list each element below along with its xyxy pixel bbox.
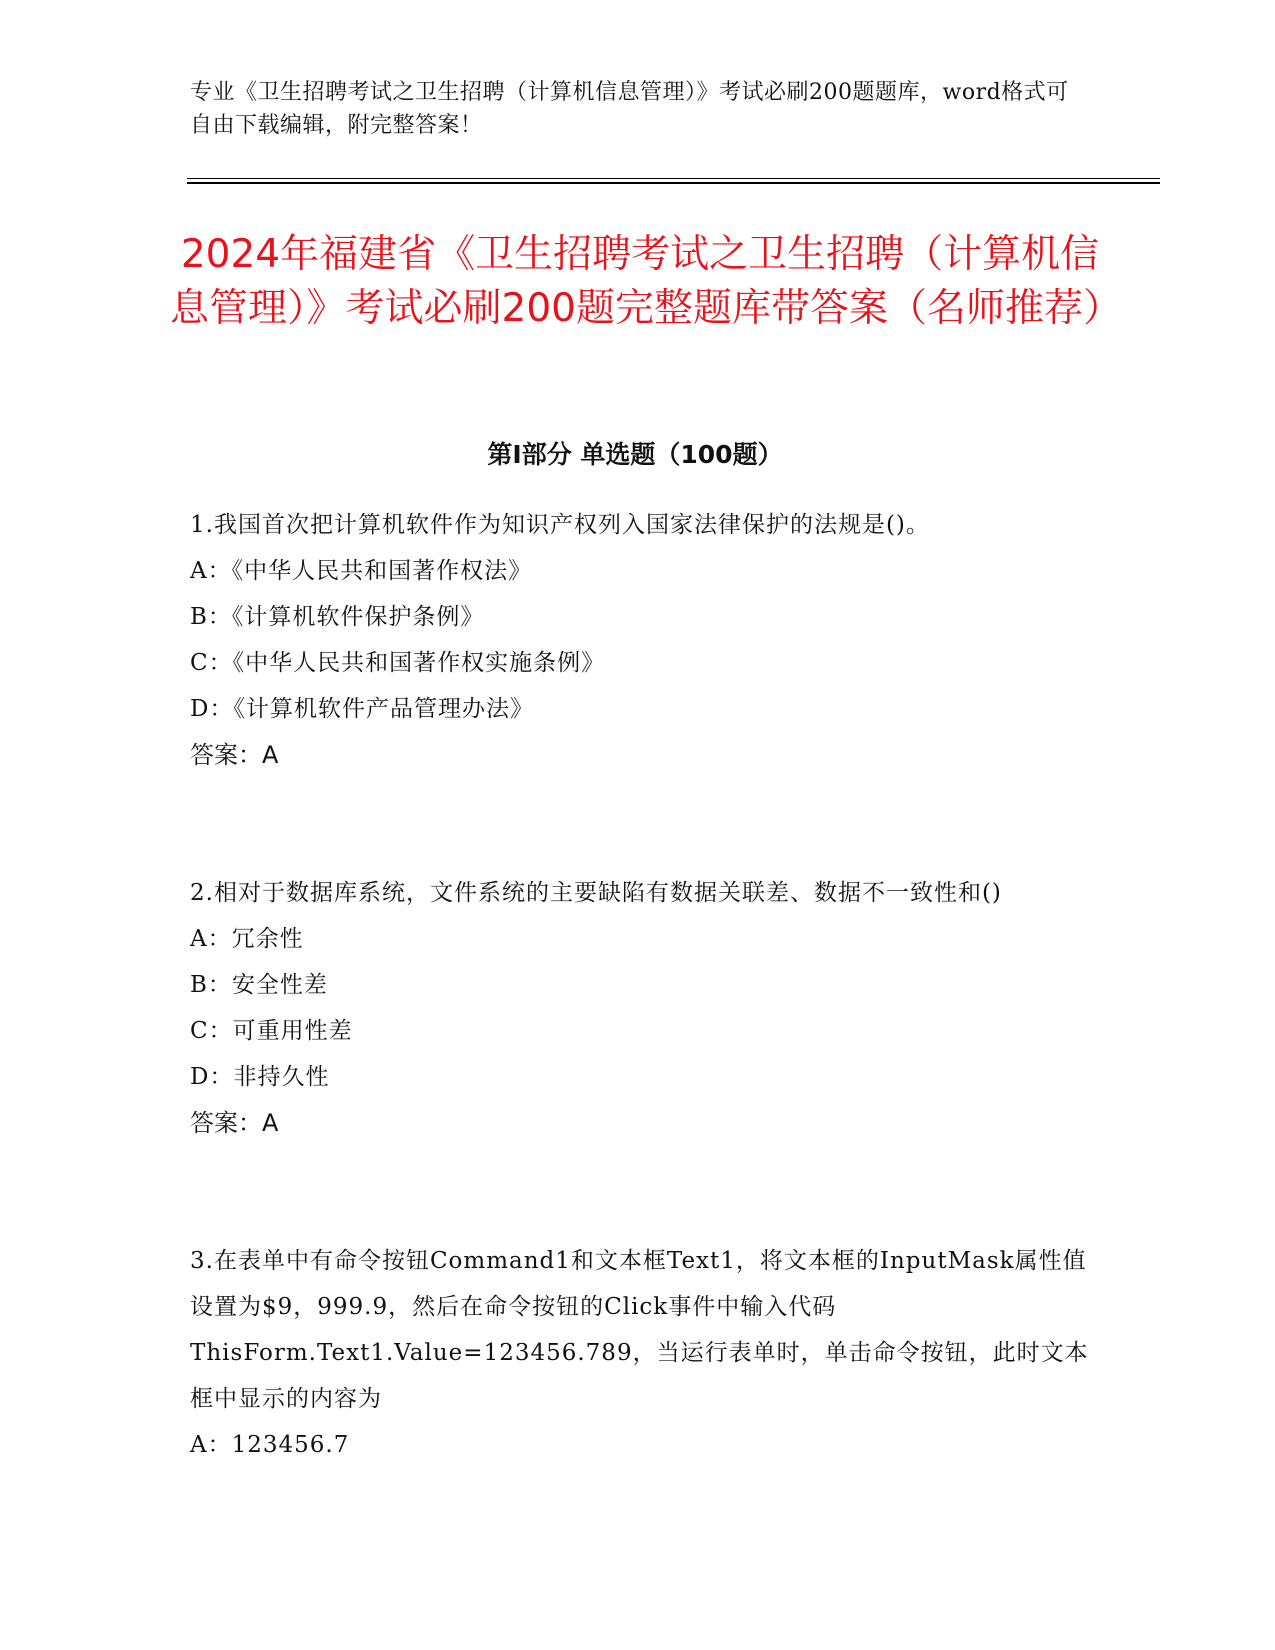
question-stem: 2.相对于数据库系统，文件系统的主要缺陷有数据关联差、数据不一致性和() [190,880,1002,906]
section-title: 第Ⅰ部分 单选题（100题） [487,440,783,469]
option-d: D：非持久性 [190,1064,330,1090]
option-a: A：《中华人民共和国著作权法》 [190,558,533,584]
answer: 答案：A [190,1109,279,1137]
option-a: A：123456.7 [190,1432,350,1458]
header-divider [187,178,1160,184]
option-d: D：《计算机软件产品管理办法》 [190,696,534,722]
option-a: A：冗余性 [190,926,304,952]
document-title: 2024年福建省《卫生招聘考试之卫生招聘（计算机信息管理）》考试必刷200题完整题库带答案（名师推荐） [170,232,1122,331]
answer: 答案：A [190,741,279,769]
question-2 [190,870,1090,1146]
option-c: C：可重用性差 [190,1018,353,1044]
question-3 [190,1238,1090,1468]
option-b: B：安全性差 [190,972,328,998]
option-b: B：《计算机软件保护条例》 [190,604,485,630]
question-1 [190,502,1090,778]
question-stem: 1.我国首次把计算机软件作为知识产权列入国家法律保护的法规是()。 [190,512,930,538]
option-c: C：《中华人民共和国著作权实施条例》 [190,650,606,676]
header-note: 专业《卫生招聘考试之卫生招聘（计算机信息管理）》考试必刷200题题库，word格式可自由下载编辑，附完整答案！ [190,80,1069,138]
question-stem: 3.在表单中有命令按钮Command1和文本框Text1，将文本框的InputMask属性值设置为$9，999.9，然后在命令按钮的Click事件中输入代码ThisForm.Text1.Value=123456.789，当运行表单时，单击命令按钮，此时文本框中显示的内容为 [190,1248,1089,1412]
